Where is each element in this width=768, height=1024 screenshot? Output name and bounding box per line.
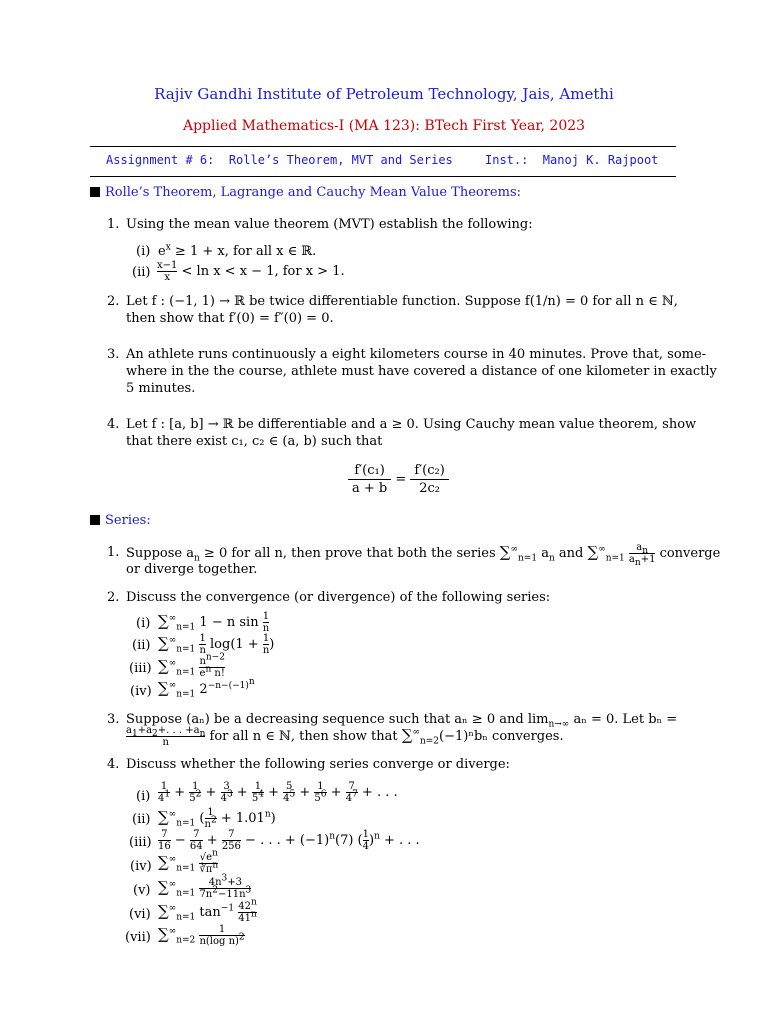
s2-q4-v-expr: $\sum^\infty_{n=1}$ $\frac{4n^3+3}{7n^2-11n^3}$ [158, 873, 252, 900]
instructor-name: Inst.: Manoj K. Rajpoot [485, 153, 659, 167]
s1-q2-line1: Let f : (−1, 1) → ℝ be twice differentiable function. Suppose f(1/n) = 0 for all n ∈ ℕ, [126, 294, 678, 309]
header-bottom-rule [90, 176, 676, 177]
s1-q1-ii-label: (ii) [132, 265, 151, 280]
section-heading-series: Series: [90, 512, 151, 529]
s1-q4-line1: Let f : [a, b] → ℝ be differentiable and a ≥ 0. Using Cauchy mean value theorem, show [126, 417, 697, 432]
s2-q4-iv-label: (iv) [130, 859, 152, 874]
s1-q3-number: 3. [107, 347, 120, 362]
s2-q2-iii-label: (iii) [129, 661, 152, 676]
s1-q4-line2: that there exist c₁, c₂ ∈ (a, b) such that [126, 434, 383, 449]
s2-q1-number: 1. [107, 545, 120, 560]
s2-q2-number: 2. [107, 590, 120, 605]
s2-q4-iii-label: (iii) [129, 835, 152, 850]
bullet-square-icon [90, 515, 100, 525]
s2-q3-line2: $\frac{a_1+a_2+. . . +a_n}{n}$ for all n ∈ ℕ, then show that $\sum^\infty_{n=2}(-1)^nb_n$ converges. [126, 725, 564, 748]
s1-q1-i-text: $e^x \ge 1 + x$, for all x ∈ ℝ. [158, 242, 317, 259]
s2-q4-v-label: (v) [133, 883, 151, 898]
s1-q3-line2: where in the the course, athlete must have covered a distance of one kilometer in exactly [126, 364, 717, 379]
course-title: Applied Mathematics-I (MA 123): BTech First Year, 2023 [182, 118, 586, 134]
s2-q4-i-expr: $\frac{1}{4^1}$ + $\frac{1}{5^2}$ + $\frac{3}{4^3}$ + $\frac{1}{5^4}$ + $\frac{5}{4^5}$ + $\frac{1}{5^6}$ + $\frac{7}{4^7}$ + . . . [158, 781, 398, 804]
s2-q2-text: Discuss the convergence (or divergence) of the following series: [126, 590, 551, 605]
s2-q3-number: 3. [107, 712, 120, 727]
s2-q2-i-expr: $\sum^\infty_{n=1}$ 1 − n sin $\frac{1}{n}$ [158, 611, 270, 634]
s1-q1-i-label: (i) [136, 244, 151, 259]
s1-q3-line3: 5 minutes. [126, 381, 196, 396]
s1-q4-number: 4. [107, 417, 120, 432]
s2-q4-iv-expr: $\sum^\infty_{n=1}$ $\frac{√e^n}{∛\pi^n}$ [158, 848, 219, 875]
s2-q1-line1: Suppose $a_n \ge 0$ for all n, then prove that both the series $\sum^\infty_{n=1}$ $a_n$ and $\sum^\infty_{n=1}$ $\frac{a_n}{a_n+1}$ converge [126, 542, 721, 568]
s2-q4-ii-label: (ii) [132, 812, 151, 827]
institute-title: Rajiv Gandhi Institute of Petroleum Technology, Jais, Amethi [154, 85, 614, 103]
s2-q4-number: 4. [107, 757, 120, 772]
s1-q1-ii-text: $\frac{x-1}{x}$ < ln x < x − 1, for x > 1. [157, 260, 345, 283]
s2-q4-vi-label: (vi) [129, 907, 151, 922]
bullet-square-icon [90, 187, 100, 197]
s1-q1-text: Using the mean value theorem (MVT) establish the following: [126, 217, 533, 232]
s2-q4-iii-expr: $\frac{7}{16}$ − $\frac{7}{64}$ + $\frac{7}{256}$ − . . . + $(-1)^n(7)$ ( $\frac{1}{4}$ )$^n$ + . . . [158, 829, 420, 852]
s2-q2-iii-expr: $\sum^\infty_{n=1}$ $\frac{n^{n-2}}{e^n n!}$ [158, 652, 225, 679]
cauchy-equation: $\frac{\text{f′(c₁)}}{a + b}$ = $\frac{\text{f′(c₂)}}{\text{2c₂}}$ [348, 462, 449, 497]
assignment-title: Assignment # 6: Rolle’s Theorem, MVT and Series [106, 153, 453, 167]
s2-q4-ii-expr: $\sum^\infty_{n=1}$ ( $\frac{1}{n^2}$ + $1.01^n$) [158, 807, 276, 830]
s2-q3-line1: Suppose (aₙ) be a decreasing sequence such that aₙ ≥ 0 and $\lim_{n\to\infty} a_n = 0$. Let bₙ = [126, 712, 678, 730]
s2-q2-i-label: (i) [136, 616, 151, 631]
s2-q2-iv-expr: $\sum^\infty_{n=1}$ $2^{-n-(-1)^n}$ [158, 676, 255, 700]
s2-q4-text: Discuss whether the following series converge or diverge: [126, 757, 510, 772]
s1-q2-number: 2. [107, 294, 120, 309]
s2-q4-i-label: (i) [136, 789, 151, 804]
s1-q2-line2: then show that f′(0) = f″(0) = 0. [126, 311, 334, 326]
header-top-rule [90, 146, 676, 147]
s2-q1-line2: or diverge together. [126, 562, 258, 577]
s2-q2-iv-label: (iv) [130, 684, 152, 699]
s1-q1-number: 1. [107, 217, 120, 232]
s2-q4-vii-expr: $\sum^\infty_{n=2}$ $\frac{1}{n(\log n)^2}$ [158, 924, 245, 947]
s2-q2-ii-expr: $\sum^\infty_{n=1}$ $\frac{1}{n}$ log(1 + $\frac{1}{n}$ ) [158, 633, 275, 656]
s2-q4-vii-label: (vii) [125, 930, 151, 945]
s2-q4-vi-expr: $\sum^\infty_{n=1}$ $\tan^{-1}$ $\frac{42^n}{41^n}$ [158, 897, 257, 924]
s2-q2-ii-label: (ii) [132, 638, 151, 653]
s1-q3-line1: An athlete runs continuously a eight kilometers course in 40 minutes. Prove that, some- [126, 347, 707, 362]
section-heading-mvt: Rolle’s Theorem, Lagrange and Cauchy Mean Value Theorems: [90, 184, 521, 201]
